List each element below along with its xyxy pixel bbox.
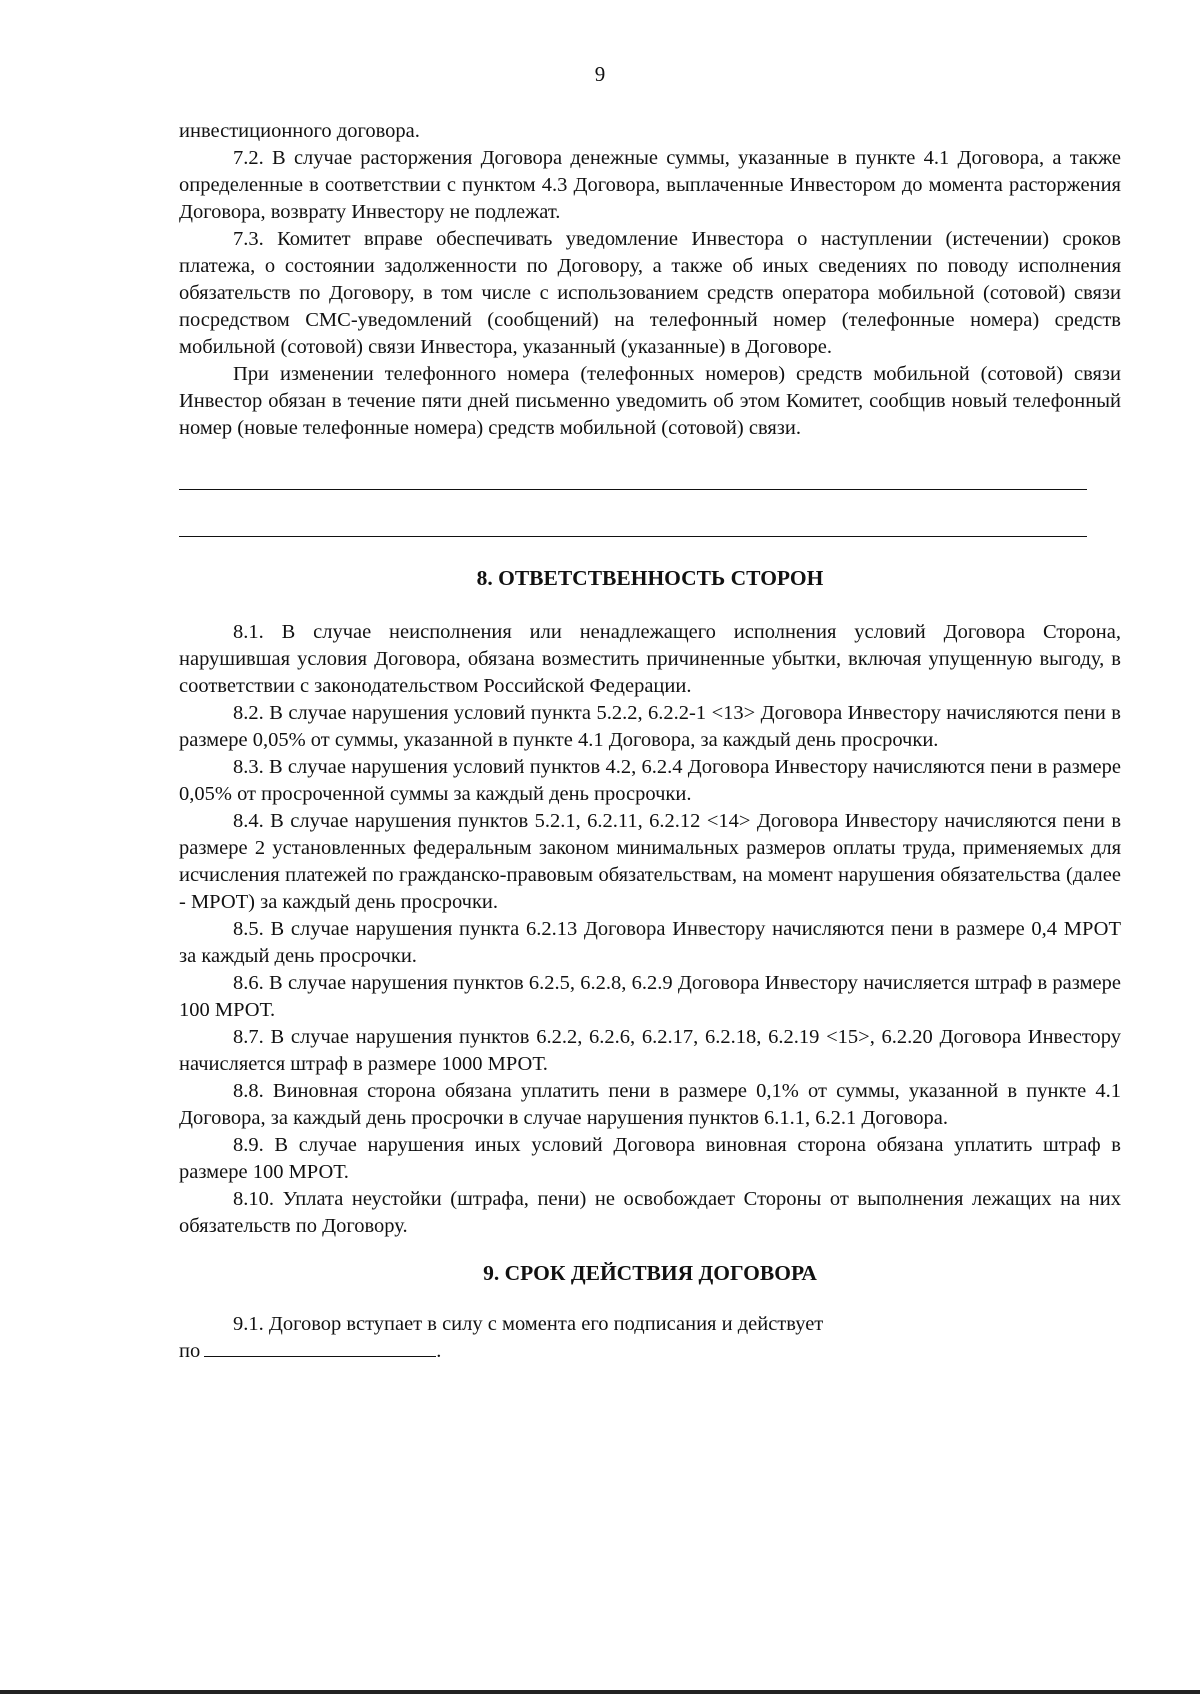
section-8-title: 8. ОТВЕТСТВЕННОСТЬ СТОРОН [476, 566, 824, 590]
paragraph-8-5: 8.5. В случае нарушения пункта 6.2.13 Договора Инвестору начисляются пени в размере 0,4 МРОТ за каждый день просрочки. [179, 918, 1121, 967]
paragraph-8-9: 8.9. В случае нарушения иных условий Договора виновная сторона обязана уплатить штраф в размере 100 МРОТ. [179, 1134, 1121, 1183]
blank-fill-line-2 [179, 536, 1087, 537]
paragraph-9-1-end-line [179, 1338, 1121, 1365]
paragraph-7-3-phone-change: При изменении телефонного номера (телефонных номеров) средств мобильной (сотовой) связи Инвестор обязан в течение пяти дней письменно уведомить об этом Комитет, сообщив новый телефонный номер (новые телефонные номера) средств мобильной (сотовой) связи. [179, 363, 1121, 439]
paragraph-9-1: 9.1. Договор вступает в силу с момента его подписания и действует [233, 1313, 824, 1335]
paragraph-8-6: 8.6. В случае нарушения пунктов 6.2.5, 6.2.8, 6.2.9 Договора Инвестору начисляется штраф в размере 100 МРОТ. [179, 972, 1121, 1021]
paragraph-8-7: 8.7. В случае нарушения пунктов 6.2.2, 6.2.6, 6.2.17, 6.2.18, 6.2.19 <15>, 6.2.20 Договора Инвестору начисляется штраф в размере 1000 МРОТ. [179, 1026, 1121, 1075]
scan-bottom-edge [0, 1690, 1200, 1694]
blank-fill-line-1 [179, 489, 1087, 490]
date-blank-line [204, 1338, 436, 1357]
paragraph-8-8: 8.8. Виновная сторона обязана уплатить пени в размере 0,1% от суммы, указанной в пункте 4.1 Договора, за каждый день просрочки в случае нарушения пунктов 6.1.1, 6.2.1 Договора. [179, 1080, 1121, 1129]
paragraph-8-3: 8.3. В случае нарушения условий пунктов 4.2, 6.2.4 Договора Инвестору начисляются пени в размере 0,05% от просроченной суммы за каждый день просрочки. [179, 756, 1121, 805]
paragraph-8-10: 8.10. Уплата неустойки (штрафа, пени) не освобождает Стороны от выполнения лежащих на них обязательств по Договору. [179, 1188, 1121, 1237]
paragraph-8-2: 8.2. В случае нарушения условий пункта 5.2.2, 6.2.2-1 <13> Договора Инвестору начисляются пени в размере 0,05% от суммы, указанной в пункте 4.1 Договора, за каждый день просрочки. [179, 702, 1121, 751]
document-body [179, 118, 1121, 1365]
paragraph-8-4: 8.4. В случае нарушения пунктов 5.2.1, 6.2.11, 6.2.12 <14> Договора Инвестору начисляются пени в размере 2 установленных федеральным законом минимальных размеров оплаты труда, применяемых для исчисления платежей по гражданско-правовым обязательствам, на момент нарушения обязательства (далее - МРОТ) за каждый день просрочки. [179, 810, 1121, 913]
page-number: 9 [594, 62, 606, 86]
section-9-title: 9. СРОК ДЕЙСТВИЯ ДОГОВОРА [483, 1261, 817, 1285]
end-line-suffix: . [436, 1340, 442, 1362]
paragraph-7-2: 7.2. В случае расторжения Договора денежные суммы, указанные в пункте 4.1 Договора, а также определенные в соответствии с пунктом 4.3 Договора, выплаченные Инвестором до момента расторжения Договора, возврату Инвестору не подлежат. [179, 147, 1121, 223]
end-line-prefix: по [179, 1340, 201, 1362]
paragraph-7-3: 7.3. Комитет вправе обеспечивать уведомление Инвестора о наступлении (истечении) сроков платежа, о состоянии задолженности по Договору, а также об иных сведениях по поводу исполнения обязательств по Договору, в том числе с использованием средств оператора мобильной (сотовой) связи посредством СМС-уведомлений (сообщений) на телефонный номер (телефонные номера) средств мобильной (сотовой) связи Инвестора, указанный (указанные) в Договоре. [179, 228, 1121, 358]
paragraph-8-1: 8.1. В случае неисполнения или ненадлежащего исполнения условий Договора Сторона, нарушившая условия Договора, обязана возместить причиненные убытки, включая упущенную выгоду, в соответствии с законодательством Российской Федерации. [179, 621, 1121, 697]
paragraph-continuation: инвестиционного договора. [179, 120, 420, 142]
